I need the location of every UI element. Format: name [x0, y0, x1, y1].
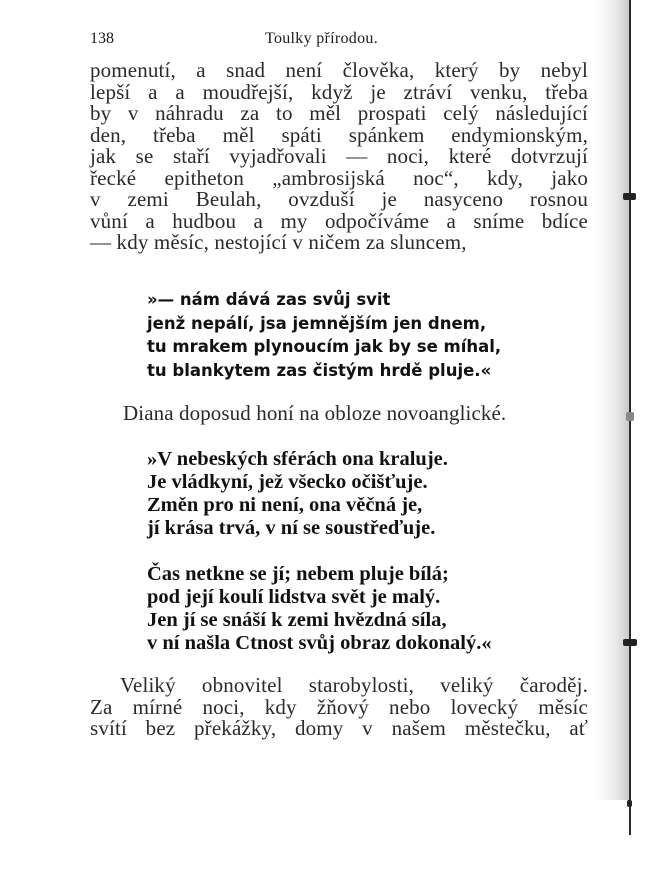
text-line: řecké epitheton „ambrosijská noc“, kdy, jako — [90, 165, 588, 190]
poem-line: jenž nepálí, jsa jemnějším jen dnem, — [147, 313, 487, 333]
poem-quote-1 — [147, 288, 501, 382]
text-line: Za mírné noci, kdy žňový nebo lovecký měsíc — [90, 694, 588, 719]
text-line: pomenutí, a snad není člověka, který by nebyl — [90, 58, 588, 82]
poem-line: jí krása trvá, v ní se soustřeďuje. — [147, 517, 436, 539]
binding-mark-icon — [626, 412, 634, 421]
poem-line: Jen jí se snáší k zemi hvězdná síla, — [147, 609, 447, 631]
poem-stanza-1 — [147, 448, 448, 540]
text-line: jak se staří vyjadřovali — noci, které dotvrzují — [90, 144, 588, 168]
poem-line: tu mrakem plynoucím jak by se míhal, — [147, 337, 502, 356]
page-number: 138 — [90, 30, 114, 47]
binding-mark-icon — [623, 639, 637, 646]
binding-mark-icon — [627, 800, 632, 807]
text-line: lepší a a moudřejší, když je ztráví venku, třeba — [90, 79, 588, 104]
poem-line: »— nám dává zas svůj svit — [147, 290, 391, 309]
binding-shadow — [595, 0, 631, 800]
binding-mark-icon — [623, 193, 636, 200]
poem-line: Čas netkne se jí; nebem pluje bílá; — [147, 563, 449, 585]
text-line: v zemi Beulah, ovzduší je nasyceno rosnou — [90, 187, 588, 211]
standalone-line: Diana doposud honí na obloze novoanglické. — [123, 401, 507, 425]
text-line: den, třeba měl spáti spánkem endymionským, — [90, 122, 588, 147]
poem-line: tu blankytem zas čistým hrdě pluje.« — [147, 360, 492, 380]
paragraph-1 — [90, 60, 588, 254]
running-header — [90, 30, 585, 50]
poem-line: v ní našla Ctnost svůj obraz dokonalý.« — [147, 632, 492, 654]
paragraph-2 — [90, 675, 588, 740]
text-line: — kdy měsíc, nestojící v ničem za sluncem, — [90, 230, 467, 254]
text-line: svítí bez překážky, domy v našem městečku, ať — [90, 716, 588, 740]
text-line: vůní a hudbou a my odpočíváme a sníme bdíce — [90, 208, 588, 233]
poem-stanza-2 — [147, 563, 492, 655]
running-title: Toulky přírodou. — [265, 30, 379, 47]
poem-line: pod její koulí lidstva svět je malý. — [147, 586, 441, 608]
poem-line: Změn pro ni není, ona věčná je, — [147, 494, 423, 516]
text-line: by v náhradu za to měl prospati celý následující — [90, 101, 588, 125]
poem-line: »V nebeských sférách ona kraluje. — [147, 448, 448, 470]
poem-line: Je vládkyní, jež všecko očišťuje. — [147, 471, 428, 493]
text-line: Veliký obnovitel starobylosti, veliký čaroděj. — [120, 673, 588, 697]
